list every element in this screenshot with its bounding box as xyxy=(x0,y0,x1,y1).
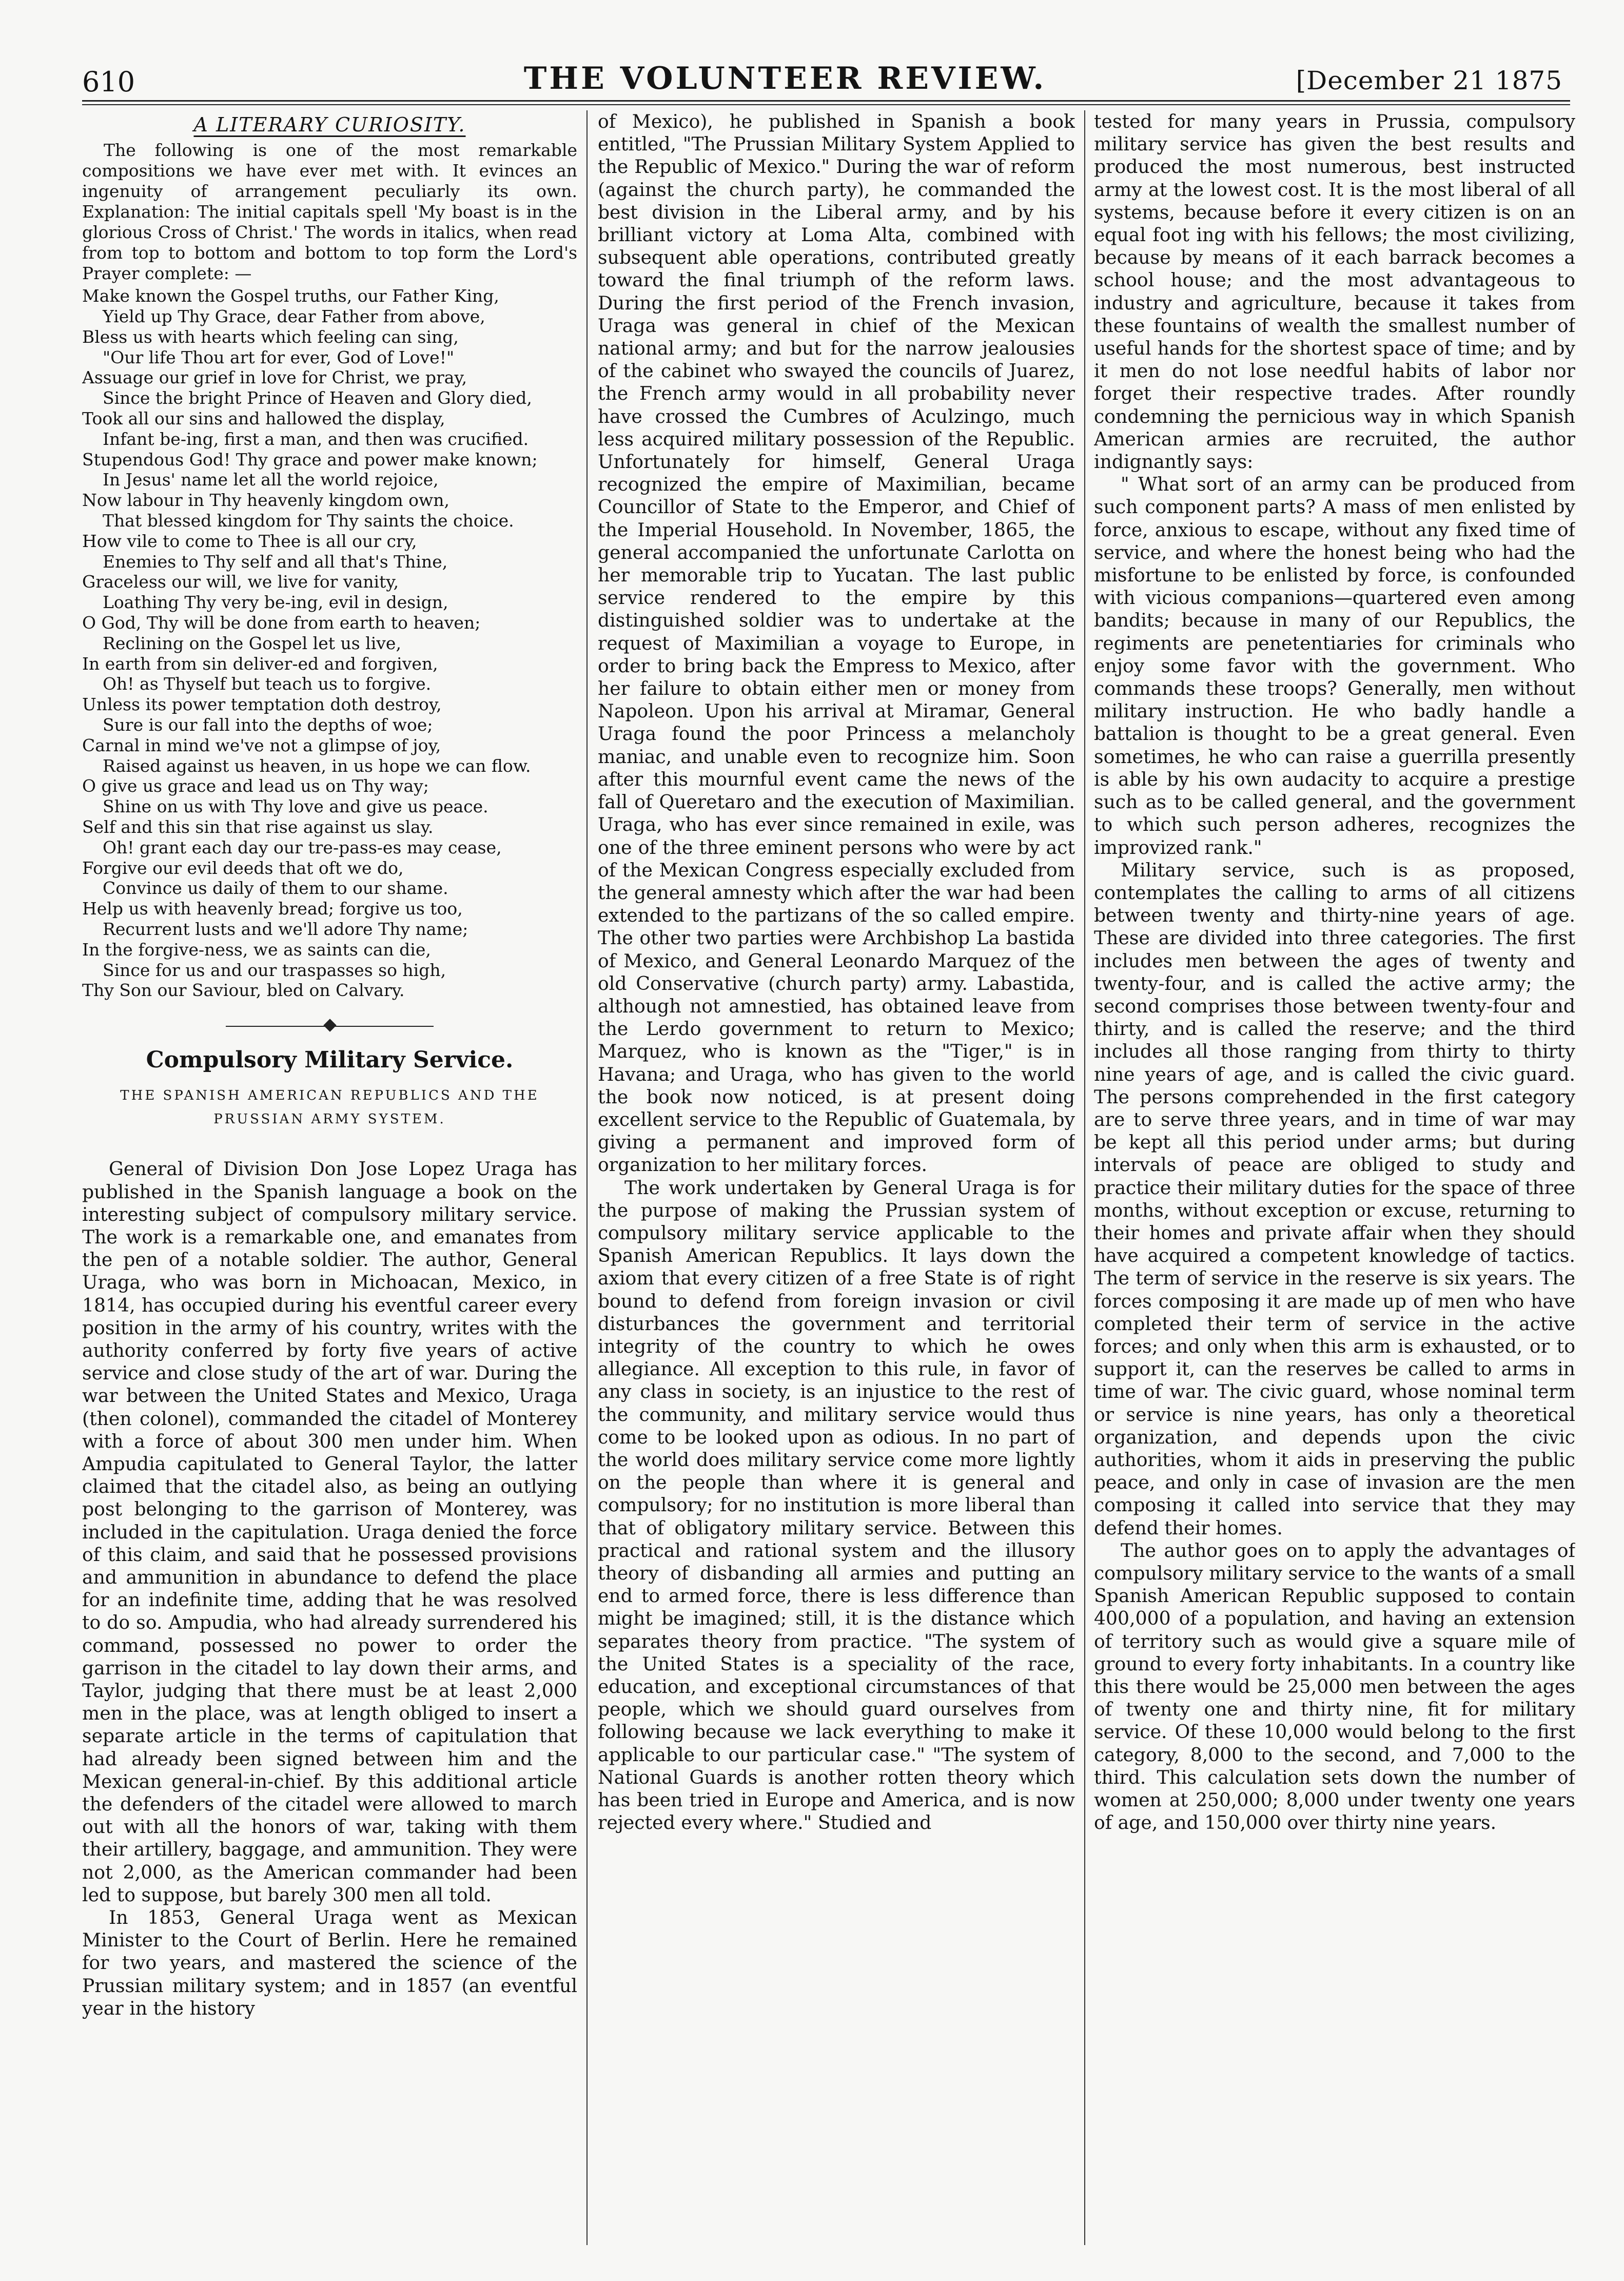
column-3 xyxy=(1094,110,1575,2245)
header-rule xyxy=(82,100,1570,102)
poem-line: Enemies to Thy self and all that's Thine, xyxy=(103,551,448,572)
poem-line: Forgive our evil deeds that oft we do, xyxy=(82,857,404,878)
article-subtitle: THE SPANISH AMERICAN REPUBLICS AND THE PRUSSIAN ARMY SYSTEM. xyxy=(120,1088,539,1127)
poem-line: In the forgive-ness, we as saints can die, xyxy=(82,939,431,960)
poem-line: Thy Son our Saviour, bled on Calvary. xyxy=(82,980,405,1001)
poem xyxy=(82,286,577,1001)
poem-line: Yield up Thy Grace, dear Father from above, xyxy=(103,306,485,326)
poem-line: Assuage our grief in love for Christ, we pray, xyxy=(82,367,467,388)
poem-line: Oh! grant each day our tre-pass-es may cease, xyxy=(103,837,502,857)
poem-line: Raised against us heaven, in us hope we can flow. xyxy=(103,755,531,776)
poem-line: Shine on us with Thy love and give us peace. xyxy=(103,796,488,817)
poem-line: Help us with heavenly bread; forgive us too, xyxy=(82,899,463,919)
poem-line: Sure is our fall into the depths of woe; xyxy=(103,714,433,735)
poem-line: In earth from sin deliver-ed and forgiven, xyxy=(82,653,438,674)
article-paragraph: In 1853, General Uraga went as Mexican Minister to the Court of Berlin. Here he remained for two years, and mastered the science of the Prussian military system; and in 1857 (an eventful year in the history xyxy=(82,1906,577,2019)
poem-line: Took all our sins and hallowed the display, xyxy=(82,408,445,428)
poem-line: How vile to come to Thee is all our cry, xyxy=(82,531,417,551)
running-title: THE VOLUNTEER REVIEW. xyxy=(523,61,1047,96)
poem-line: "Our life Thou art for ever, God of Love!" xyxy=(103,347,455,367)
column-1 xyxy=(82,110,577,2245)
literary-intro: The following is one of the most remarkable compositions we have ever met with. It evinces an ingenuity of arrangement peculiarly its own. Explanation: The initial capitals spell 'My boast is in the glorious Cross of Christ.' The words in italics, when read from top to bottom and bottom to top form the Lord's Prayer complete: — xyxy=(82,140,577,284)
column-divider xyxy=(586,110,588,2245)
article-paragraph: General of Division Don Jose Lopez Uraga has published in the Spanish language a book on the interesting subject of compulsory military service. The work is a remarkable one, and emanates from the pen of a notable soldier. The author, General Uraga, who was born in Michoacan, Mexico, in 1814, has occupied during his eventful career every position in the army of his country, writes with the authority conferred by forty five years of active service and close study of the art of war. During the war between the United States and Mexico, Uraga (then colonel), commanded the citadel of Monterey with a force of about 300 men under him. When Ampudia capitulated to General Taylor, the latter claimed that the citadel also, as being an outlying post belonging to the garrison of Monterey, was included in the capitulation. Uraga denied the force of this claim, and said that he possessed provisions and ammunition in abundance to defend the place for an indefinite time, adding that he was resolved to do so. Ampudia, who had already surrendered his command, possessed no power to order the garrison in the citadel to lay down their arms, and Taylor, judging that there must be at least 2,000 men in the place, was at length obliged to insert a separate article in the terms of capitulation that had already been signed between him and the Mexican general-in-chief. By this additional article the defenders of the citadel were allowed to march out with all the honors of war, taking with them their artillery, baggage, and ammunition. They were not 2,000, as the American commander had been led to suppose, but barely 300 men all told. xyxy=(82,1158,577,1906)
poem-line: Since for us and our traspasses so high, xyxy=(103,960,446,980)
poem-line: Convince us daily of them to our shame. xyxy=(103,878,448,899)
poem-line: Since the bright Prince of Heaven and Glory died, xyxy=(103,388,532,408)
article-paragraph: of Mexico), he published in Spanish a book entitled, "The Prussian Military System Applied to the Republic of Mexico." During the war of reform (against the church party), he commanded the best division in the Liberal army, and by his brilliant victory at Loma Alta, combined with subsequent able operations, contributed greatly toward the final triumph of the reform laws. During the first period of the French invasion, Uraga was general in chief of the Mexican national army; and but for the narrow jealousies of the cabinet who swayed the councils of Juarez, the French army would in all probability never have crossed the Cumbres of Aculzingo, much less acquired military possession of the Republic. Unfortunately for himself, General Uraga recognized the empire of Maximilian, became Councillor of State to the Emperor, and Chief of the Imperial Household. In November, 1865, the general accompanied the unfortunate Carlotta on her memorable trip to Yucatan. The last public service rendered to the empire by this distinguished soldier was to undertake at the request of Maximilian a voyage to Europe, in order to bring back the Empress to Mexico, after her failure to obtain either men or money from Napoleon. Upon his arrival at Miramar, General Uraga found the poor Princess a melancholy maniac, and unable even to recognize him. Soon after this mournful event came the news of the fall of Queretaro and the execution of Maximilian. Uraga, who has ever since remained in exile, was one of the three eminent persons who were by act of the Mexican Congress especially excluded from the general amnesty which after the war had been extended to the partizans of the so called empire. The other two parties were Archbishop La bastida of Mexico, and General Leonardo Marquez of the old Conservative (church party) army. Labastida, although not amnestied, has obtained leave from the Lerdo government to return to Mexico; Marquez, who is known as the "Tiger," is in Havana; and Uraga, who has given to the world the book now noticed, is at present doing excellent service to the Republic of Guatemala, by giving a permanent and improved form of organization to her military forces. xyxy=(598,110,1075,1176)
poem-line: Oh! as Thyself but teach us to forgive. xyxy=(103,674,432,694)
poem-line: Graceless our will, we live for vanity, xyxy=(82,572,399,592)
poem-line: Now labour in Thy heavenly kingdom own, xyxy=(82,490,450,511)
poem-line: In Jesus' name let all the world rejoice, xyxy=(103,470,439,490)
section-divider-ornament xyxy=(82,1016,577,1037)
article-paragraph: Military service, such is as proposed, contemplates the calling to arms of all citizens between twenty and thirty-nine years of age. These are divided into three categories. The first includes men between the ages of twenty and twenty-four, and is called the active army; the second comprises those between twenty-four and thirty, and is called the reserve; and the third includes all those ranging from thirty to thirty nine years of age, and is called the civic guard. The persons comprehended in the first category are to serve three years, and in time of war may be kept all this period under arms; but during intervals of peace are obliged to study and practice their military duties for the space of three months, without exception or excuse, returning to their homes and private affair when they should have acquired a competent knowledge of tactics. The term of service in the reserve is six years. The forces composing it are made up of men who have completed their term of service in the active forces; and only when this arm is exhausted, or to support it, can the reserves be called to arms in time of war. The civic guard, whose nominal term or service is nine years, has only a theoretical organization, and depends upon the civic authorities, whom it aids in preserving the public peace, and only in case of invasion are the men composing it called into service that they may defend their homes. xyxy=(1094,859,1575,1539)
header-rule-thin xyxy=(82,104,1570,105)
article-title: Compulsory Military Service. xyxy=(146,1047,514,1074)
poem-line: Loathing Thy very be-ing, evil in design, xyxy=(103,592,448,613)
poem-line: Recurrent lusts and we'll adore Thy name; xyxy=(103,919,468,939)
poem-line: Stupendous God! Thy grace and power make known; xyxy=(82,449,538,470)
article-paragraph: tested for many years in Prussia, compulsory military service has given the best results and produced the most numerous, best instructed army at the lowest cost. It is the most liberal of all systems, because before it every citizen is on an equal foot ing with his fellows; the most civilizing, because by means of it each barrack becomes a school house; and the most advantageous to industry and agriculture, because it takes from these fountains of wealth the smallest number of useful hands for the shortest space of time; and by it men do not lose needful habits of labor nor forget their respective trades. After roundly condemning the pernicious way in which Spanish American armies are recruited, the author indignantly says: xyxy=(1094,110,1575,473)
article-paragraph: The author goes on to apply the advantages of compulsory military service to the wants of a small Spanish American Republic supposed to contain 400,000 of a population, and having an extension of territory such as would give a square mile of ground to every forty inhabitants. In a country like this there would be 25,000 men between the ages of twenty one and thirty nine, fit for military service. Of these 10,000 would belong to the first category, 8,000 to the second, and 7,000 to the third. This calculation sets down the number of women at 250,000; 8,000 under twenty one years of age, and 150,000 over thirty nine years. xyxy=(1094,1539,1575,1834)
poem-line: O God, Thy will be done from earth to heaven; xyxy=(82,612,481,633)
page-number: 610 xyxy=(82,66,135,98)
poem-line: Self and this sin that rise against us slay. xyxy=(82,816,434,837)
column-divider xyxy=(1084,110,1085,2245)
poem-line: O give us grace and lead us on Thy way; xyxy=(82,776,429,796)
issue-date: [December 21 1875 xyxy=(1296,66,1562,95)
poem-line: Unless its power temptation doth destroy, xyxy=(82,694,442,715)
poem-line: Infant be-ing, first a man, and then was crucified. xyxy=(103,428,529,449)
literary-curiosity-title: A LITERARY CURIOSITY. xyxy=(193,113,466,136)
column-2 xyxy=(598,110,1075,2245)
poem-line: That blessed kingdom for Thy saints the choice. xyxy=(103,510,514,531)
poem-line: Bless us with hearts which feeling can sing, xyxy=(82,326,459,347)
poem-line: Make known the Gospel truths, our Father King, xyxy=(82,286,499,306)
poem-line: Carnal in mind we've not a glimpse of joy, xyxy=(82,735,441,755)
poem-line: Reclining on the Gospel let us live, xyxy=(103,633,401,653)
article-paragraph: The work undertaken by General Uraga is for the purpose of making the Prussian system of compulsory military service applicable to the Spanish American Republics. It lays down the axiom that every citizen of a free State is of right bound to defend from foreign invasion or civil disturbances the government and territorial integrity of the country to which he owes allegiance. All exception to this rule, in favor of any class in society, is an injustice to the rest of the community, and military service would thus come to be looked upon as odious. In no part of the world does military service come more lightly on the people than where it is general and compulsory; for no institution is more liberal than that of obligatory military service. Between this practical and rational system and the illusory theory of disbanding all armies and putting an end to armed force, there is less difference than might be imagined; still, it is the distance which separates theory from practice. "The system of the United States is a speciality of the race, education, and exceptional circumstances of that people, which we should guard ourselves from following because we lack everything to make it applicable to our particular case." "The system of National Guards is another rotten theory which has been tried in Europe and America, and is now rejected every where." Studied and xyxy=(598,1176,1075,1834)
article-quote: " What sort of an army can be produced from such component parts? A mass of men enlisted by force, anxious to escape, without any fixed time of service, and where the honest being who had the misfortune to be enlisted by force, is confounded with vicious companions—quartered even among bandits; because in many of our Republics, the regiments are penetentiaries for criminals who enjoy some favor with the government. Who commands these troops? Generally, men without military instruction. He who badly handle a battalion is thought to be a great general. Even sometimes, he who can raise a guerrilla presently is able by his own audacity to acquire a prestige such as to be called general, and the government to which such person adheres, recognizes the improvized rank." xyxy=(1094,473,1575,859)
